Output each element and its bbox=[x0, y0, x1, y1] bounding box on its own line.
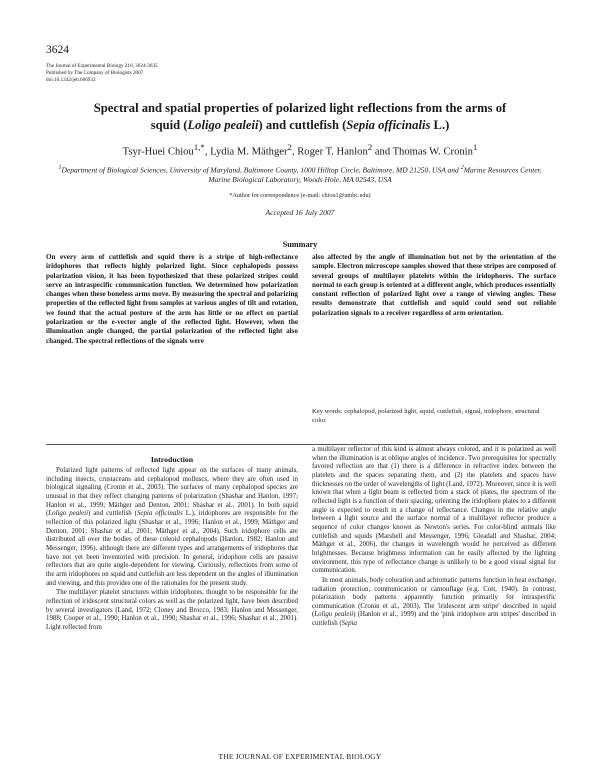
title-species-cuttlefish: Sepia officinalis bbox=[346, 118, 431, 132]
author-affiliation-mark: 2 bbox=[367, 142, 373, 152]
doi-line: doi:10.1242/jeb.006932 bbox=[46, 77, 96, 83]
species-name: Sepia officinalis bbox=[136, 510, 183, 518]
summary-left-column: On every arm of cuttlefish and squid there is a stripe of high-reflectance iridophores that reflects highly polarized light. Since cephalopods possess polarization vision, it has been hypothesized that these polarized stripes could serve an intraspecific communication function. We determined how polarization changes when these boneless arms move. By measuring the spectral and polarizing properties of the reflected light from samples at various angles of tilt and rotation, we found that the actual posture of the arm has little or no effect on partial polarization or the e-vector angle of the reflected light. However, when the illumination angle changed, the partial polarization of the reflected light also changed. The spectral reflections of the signals were bbox=[46, 253, 298, 345]
journal-citation: The Journal of Experimental Biology 210, 3624-3635 bbox=[46, 63, 158, 69]
title-line-1: Spectral and spatial properties of polarized light reflections from the arms of bbox=[93, 101, 507, 115]
author-list bbox=[40, 141, 560, 159]
title-text: ) and cuttlefish ( bbox=[258, 118, 347, 132]
affiliations bbox=[55, 163, 545, 185]
journal-meta bbox=[46, 63, 158, 84]
title-text: L.) bbox=[430, 118, 450, 132]
affiliation-text: Department of Biological Sciences, University of Maryland, Baltimore County, 1000 Hilltop Circle, Baltimore, MD 21250, USA and bbox=[61, 165, 461, 175]
body-left-column bbox=[46, 467, 298, 632]
paragraph: a multilayer reflector of this kind is almost always colored, and it is polarized as well when the illumination is at oblique angles of incidence. Two prerequisites for spectrally favored reflection are that (1) there is a difference in refractive index between the platelets and the spaces separating them, and (2) the platelets and spaces have thicknesses on the order of wavelengths of light (Land, 1972). Moreover, since it is well known that when a light beam is reflected from a stack of plates, the spectrum of the reflected light is a function of their spacing, orienting the iridophore plates to a different angle is expected to result in a change of reflectance. Changes in the relative angle between a light source and the surface normal of a multilayer reflector produce a sequence of color changes known as Newton's series. For color-blind animals like cuttlefish and squids (Marshell and Messenger, 1996; Gleadall and Shashar, 2004; Mäthger et al., 2006), the changes in wavelength would be perceived as different brightnesses. Because brightness information can be easily affected by the lighting environment, this type of reflectance change is unlikely to be a good visual signal for communication. bbox=[312, 446, 556, 575]
affiliation-mark: 1 bbox=[58, 164, 62, 171]
paragraph: The multilayer platelet structures within iridophores, thought to be responsible for the reflection of iridescent structural colors as well as the polarized light, have been described by several investigators (Land, 1972; Cloney and Brocco, 1983; Hanlon and Messenger, 1988; Cooper et al., 1990; Hanlon et al., 1990; Shashar et al., 1996; Shashar et al., 2001). Light reflected from bbox=[46, 589, 298, 631]
paper-title bbox=[50, 100, 550, 134]
author-name: , Roger T. Hanlon bbox=[291, 146, 368, 158]
correspondence-note: *Author for correspondence (e-mail: chiou1@umbc.edu) bbox=[229, 192, 371, 199]
corresponding-author-mark: * bbox=[200, 142, 205, 152]
paragraph-text: ) and cuttlefish ( bbox=[87, 510, 137, 518]
species-name: Loligo pealeii bbox=[48, 510, 88, 518]
author-affiliation-mark: 1 bbox=[472, 142, 478, 152]
paragraph-text: ) (Hanlon et al., 1999) and the 'pink iridophore arm stripes' described in cuttlefish ( bbox=[312, 611, 556, 628]
paragraph bbox=[46, 467, 298, 588]
paragraph-text: Polarized light patterns of reflected light appear on the surfaces of many animals, including insects, crustaceans and cephalopod molluscs, where they are often used in biological signaling (Cronin et al., 2003). The surfaces of many cephalopod species are unusual in that they reflect changing patterns of polarization (Shashar and Hanlon, 1997; Hanlon et al., 1999; Mäthger and Denton, 2001; Shashar et al., 2001). In both squid ( bbox=[46, 467, 298, 518]
author-name: and Thomas W. Cronin bbox=[372, 146, 473, 158]
paragraph-text: In most animals, body coloration and achromatic patterns function in heat exchange, radiation protection, communication or camouflage (e.g. Cott, 1940). In contrast, polarization body patterns apparently function primarily for intraspecific communication (Cronin et al., 2003). The 'iridescent arm stripe' described in squid ( bbox=[312, 576, 556, 619]
author-name: , Lydia M. Mäthger bbox=[204, 146, 288, 158]
species-name: Sepia bbox=[341, 620, 357, 628]
summary-right-column: also affected by the angle of illumination but not by the orientation of the sample. Electron microscope samples showed that these stripes are composed of several groups of multilayer platelets within the iridophores. The surface normal to each group is oriented at a different angle, which produces essentially constant reflection of polarized light over a range of viewing angles. These results demonstrate that cuttlefish and squid could send out reliable polarization signals to a receiver regardless of arm orientation. bbox=[312, 253, 556, 317]
keywords: Key words: cephalopod, polarized light, squid, cuttlefish, signal, iridophore, structural color. bbox=[312, 408, 540, 424]
author-affiliation-mark: 1, bbox=[193, 142, 201, 152]
title-text: squid ( bbox=[150, 118, 188, 132]
body-right-column bbox=[312, 446, 556, 629]
affiliation-text: Marine Resources Center, Marine Biological Laboratory, Woods Hole, MA 02543, USA bbox=[208, 165, 542, 184]
paragraph bbox=[312, 577, 556, 629]
affiliation-mark: 2 bbox=[460, 164, 464, 171]
section-divider bbox=[46, 444, 556, 445]
summary-heading: Summary bbox=[282, 240, 318, 249]
title-species-squid: Loligo pealeii bbox=[187, 118, 259, 132]
page-number: 3624 bbox=[46, 44, 69, 56]
paragraph-text: L.), iridophores are responsible for the reflection of this polarized light (Shashar et al., 1996; Hanlon et al., 1999; Mäthger and Denton, 2001; Shashar et al., 2001; Mäthger et al., 2004). Such iridophore cells are distributed all over the bodies of these coleoid cephalopods (Hanlon, 1982; Hanlon and Messenger, 1996), although there are different types and arrangements of iridophores that have not yet been inventoried with precision. In general, iridophore cells are passive reflectors that are quite angle-dependent for viewing. Curiously, reflections from some of the arm iridophores on squid and cuttlefish are less dependent on the angles of illumination and viewing, and this provides one of the rationales for the present study. bbox=[46, 510, 298, 587]
author-affiliation-mark: 2 bbox=[287, 142, 292, 152]
introduction-heading: Introduction bbox=[150, 455, 194, 464]
author-name: Tsyr-Huei Chiou bbox=[122, 146, 194, 158]
accepted-date: Accepted 16 July 2007 bbox=[265, 208, 335, 217]
journal-footer: THE JOURNAL OF EXPERIMENTAL BIOLOGY bbox=[218, 752, 382, 761]
publisher-line: Published by The Company of Biologists 2007 bbox=[46, 70, 144, 76]
species-name: Loligo pealeii bbox=[314, 611, 354, 619]
